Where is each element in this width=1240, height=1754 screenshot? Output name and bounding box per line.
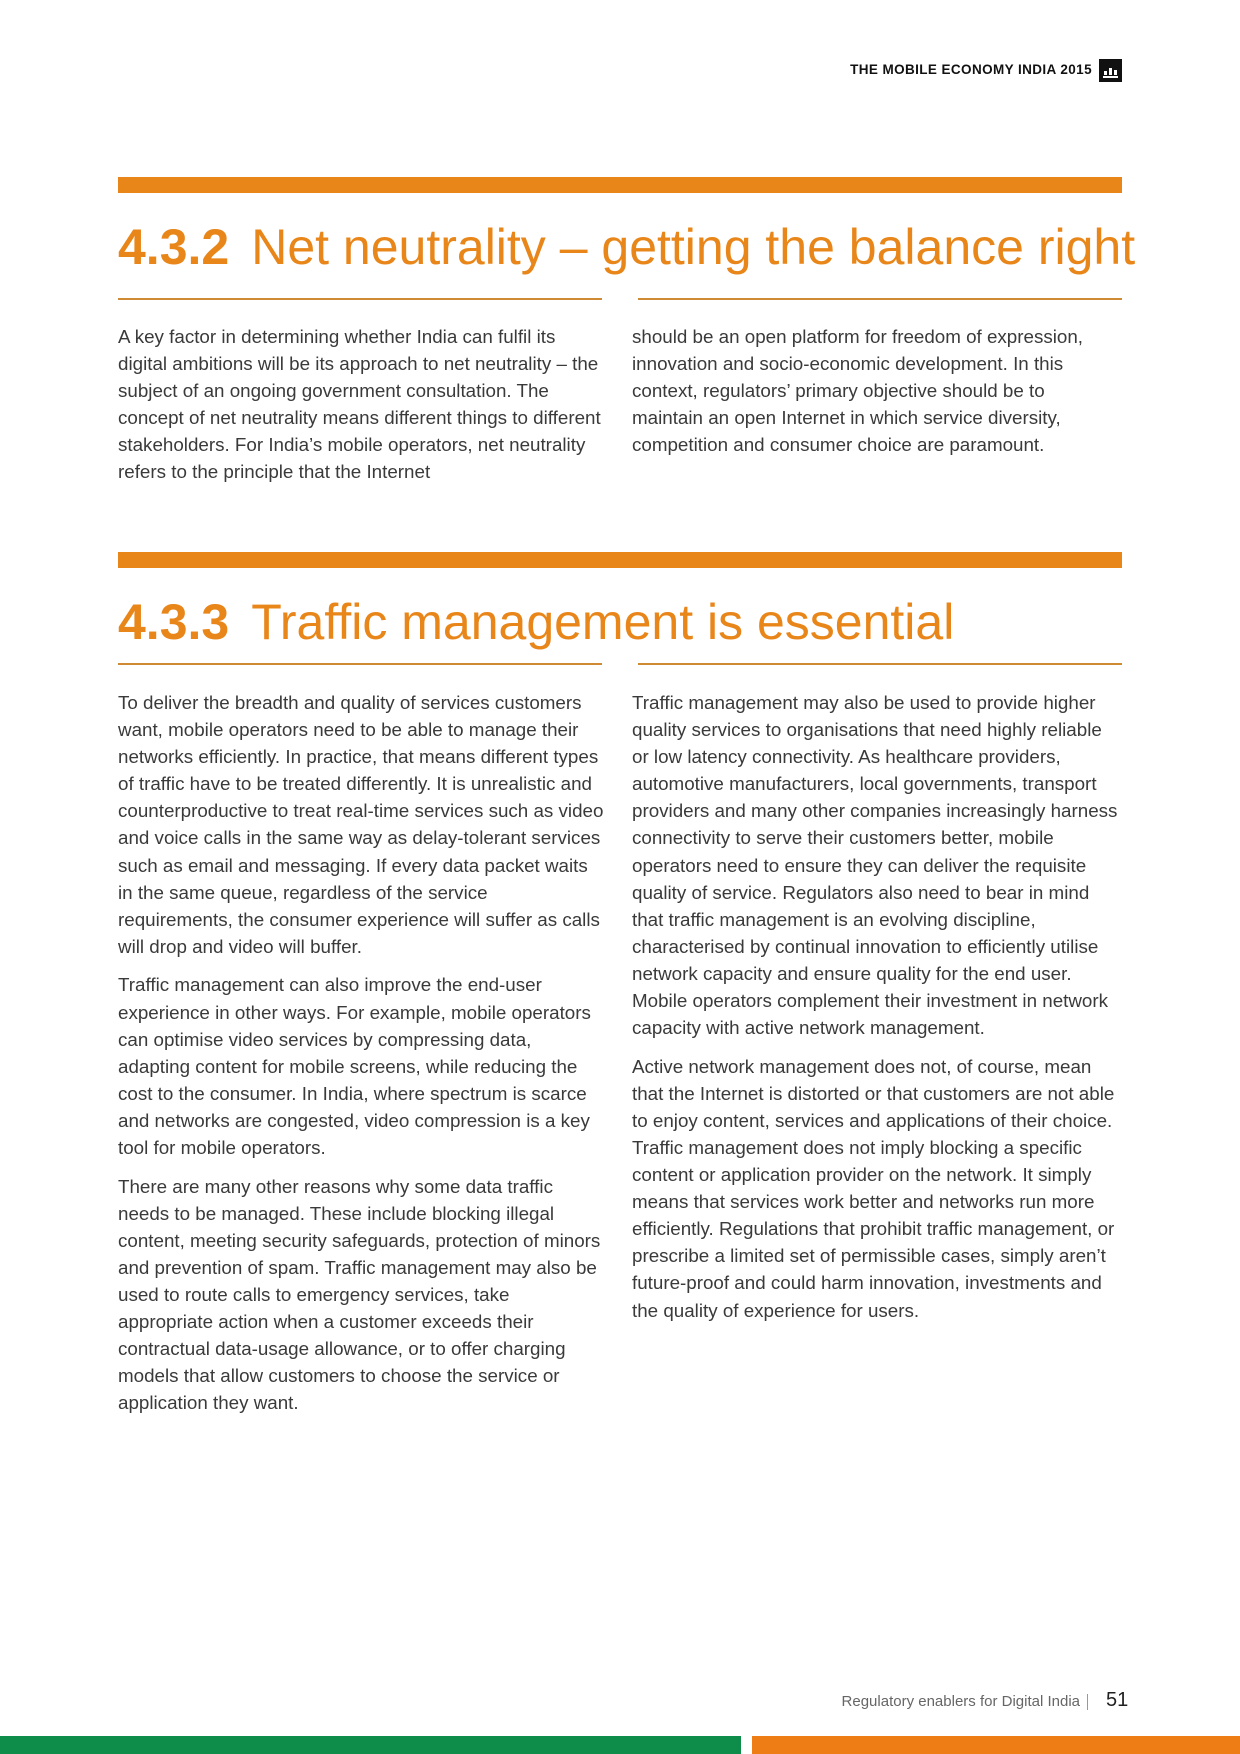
section-divider-bar (118, 177, 1122, 193)
section-number: 4.3.2 (118, 219, 230, 275)
paragraph: Traffic management may also be used to provide higher quality services to organisations that need highly reliable or low latency connectivity. As healthcare providers, automotive manufacturers, local governments, transport providers and many other companies increasingly harness connectivity to serve their customers better, mobile operators need to ensure they can deliver the requisite quality of service. Regulators also need to bear in mind that traffic management is an evolving discipline, characterised by continual innovation to efficiently utilise network capacity and ensure quality for the end user. Mobile operators complement their investment in network capacity with active network management. (632, 692, 1118, 1039)
paragraph: Traffic management can also improve the end-user experience in other ways. For example, mobile operators can optimise video services by compressing data, adapting content for mobile screens, while reducing the cost to the consumer. In India, where spectrum is scarce and networks are congested, video compression is a key tool for mobile operators. (118, 974, 591, 1158)
section-title: Traffic management is essential (251, 594, 955, 650)
column-rule-right (638, 298, 1122, 300)
column-rule-left (118, 298, 602, 300)
gsma-logo-icon (1099, 59, 1122, 82)
footer-strip-green (0, 1736, 741, 1754)
column-rule-right (638, 663, 1122, 665)
column-rule-left (118, 663, 602, 665)
section-heading (118, 594, 955, 650)
section-number: 4.3.3 (118, 594, 230, 650)
body-column-right (632, 689, 1118, 1335)
footer-strip-orange (752, 1736, 1240, 1754)
body-column-left (118, 689, 604, 1428)
paragraph: To deliver the breadth and quality of services customers want, mobile operators need to be able to manage their networks efficiently. In practice, that means different types of traffic have to be treated differently. It is unrealistic and counterproductive to treat real-time services such as video and voice calls in the same way as delay-tolerant services such as email and messaging. If every data packet waits in the same queue, regardless of the service requirements, the consumer experience will suffer as calls will drop and video will buffer. (118, 692, 604, 957)
page-number: 51 (1106, 1689, 1129, 1711)
section-divider-bar (118, 552, 1122, 568)
paragraph: should be an open platform for freedom of expression, innovation and socio-economic development. In this context, regulators’ primary objective should be to maintain an open Internet in which service diversity, competition and consumer choice are paramount. (632, 326, 1084, 456)
section-heading (118, 219, 1136, 275)
body-column-right (632, 323, 1118, 470)
paragraph: A key factor in determining whether India can fulfil its digital ambitions will be its approach to net neutrality – the subject of an ongoing government consultation. The concept of net neutrality means different things to different stakeholders. For India’s mobile operators, net neutrality refers to the principle that the Internet (118, 326, 601, 483)
body-column-left (118, 323, 604, 497)
footer-separator (1087, 1694, 1088, 1710)
paragraph: Active network management does not, of course, mean that the Internet is distorted or that customers are not able to enjoy content, services and applications of their choice. Traffic management does not imply blocking a specific content or application provider on the network. It simply means that services work better and networks run more efficiently. Regulations that prohibit traffic management, or prescribe a limited set of permissible cases, simply aren’t future-proof and could harm innovation, investments and the quality of experience for users. (632, 1055, 1115, 1321)
running-header: THE MOBILE ECONOMY INDIA 2015 (850, 62, 1092, 77)
paragraph: There are many other reasons why some data traffic needs to be managed. These include blocking illegal content, meeting security safeguards, protection of minors and prevention of spam. Traffic management may also be used to route calls to emergency services, take appropriate action when a customer exceeds their contractual data-usage allowance, or to offer charging models that allow customers to choose the service or application they want. (118, 1175, 601, 1414)
footer-section-label: Regulatory enablers for Digital India (841, 1693, 1080, 1710)
section-title: Net neutrality – getting the balance right (251, 219, 1136, 275)
